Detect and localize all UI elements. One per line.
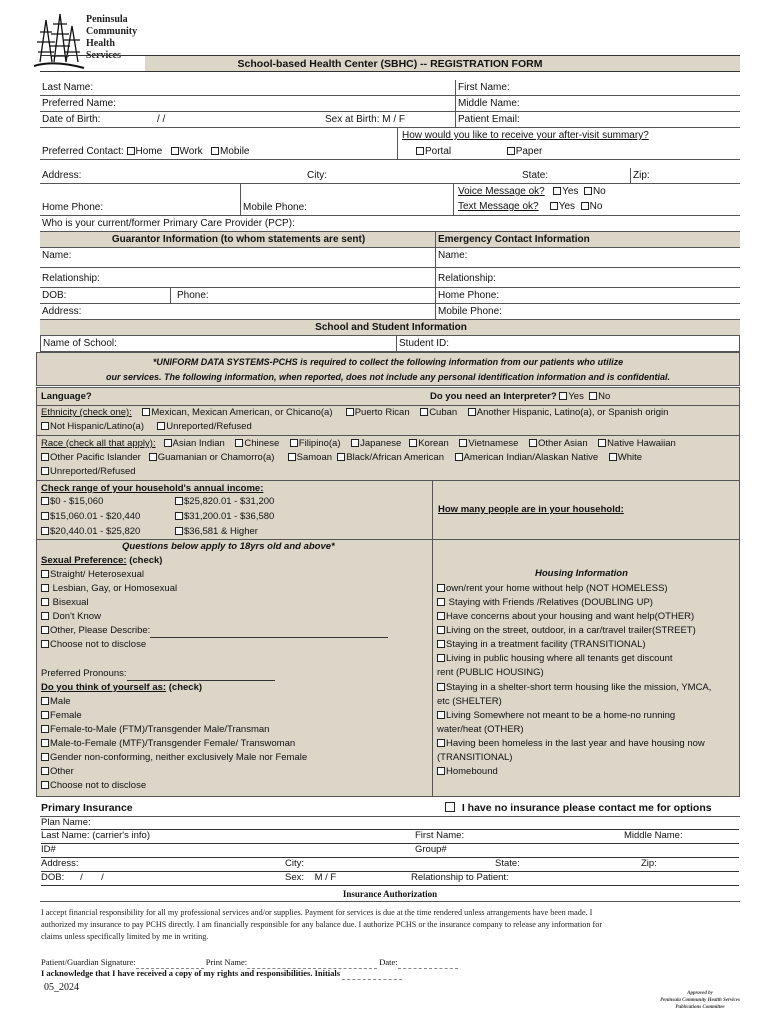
housing-checkbox[interactable]: [437, 584, 445, 592]
signature-field[interactable]: Patient/Guardian Signature:: [41, 957, 136, 967]
home-phone-field[interactable]: Home Phone:: [42, 202, 104, 213]
housing-checkbox[interactable]: [437, 739, 445, 747]
identity-option: Male: [41, 695, 71, 709]
school-row: [40, 336, 740, 352]
message-ok: Voice Message ok? Yes No Text Message ok? Yes No: [453, 184, 740, 215]
adult-questions-header: Questions below apply to 18yrs old and above*: [122, 541, 335, 552]
form-title-bar: [40, 55, 740, 72]
language-label[interactable]: Language?: [41, 391, 92, 402]
insurance-zip-field[interactable]: Zip:: [641, 858, 657, 869]
pref-option: Lesbian, Gay, or Homosexual: [41, 582, 177, 596]
initials-field[interactable]: [342, 979, 402, 980]
race-checkbox[interactable]: [337, 453, 345, 461]
patient-section: [40, 80, 740, 340]
dob-field[interactable]: / /: [157, 114, 166, 125]
pref-checkbox[interactable]: [41, 584, 49, 592]
insurance-city-field[interactable]: City:: [285, 858, 304, 869]
uds-notice: [36, 352, 740, 386]
pronouns-field[interactable]: Preferred Pronouns:: [41, 667, 275, 681]
insurance-header-row: [40, 799, 740, 817]
race-checkbox[interactable]: [41, 453, 49, 461]
income-checkbox[interactable]: [175, 512, 183, 520]
print-name-field[interactable]: Print Name:: [205, 957, 248, 967]
identity-option: Other: [41, 765, 74, 779]
guarantor-header: Guarantor Information (to whom statements are sent): [40, 232, 435, 247]
race-checkbox[interactable]: [164, 439, 172, 447]
race-checkbox[interactable]: [598, 439, 606, 447]
after-visit-cell: How would you like to receive your after-visit summary? Portal Paper: [397, 128, 740, 159]
auth-paragraph-3: claims unless specifically limited by me in writing.: [41, 932, 209, 941]
pcp-field[interactable]: Who is your current/former Primary Care Provider (PCP):: [42, 218, 295, 229]
preferred-name-field[interactable]: Preferred Name:: [42, 98, 116, 109]
voice-no-checkbox[interactable]: [584, 187, 592, 195]
pref-option: Choose not to disclose: [41, 638, 146, 652]
identity-option: Gender non-conforming, neither exclusively Male nor Female: [41, 751, 307, 765]
auth-header: Insurance Authorization: [342, 889, 438, 899]
ethnicity-checkbox[interactable]: [157, 422, 165, 430]
income-checkbox[interactable]: [175, 527, 183, 535]
address-field[interactable]: Address:: [42, 170, 82, 181]
housing-checkbox[interactable]: [437, 626, 445, 634]
race-checkbox[interactable]: [455, 453, 463, 461]
identity-checkbox[interactable]: [41, 739, 49, 747]
interpreter-yes-checkbox[interactable]: [559, 392, 567, 400]
household-size-field[interactable]: How many people are in your household:: [438, 504, 624, 515]
race-row-2: Other Pacific Islander Guamanian or Chamorro(a) Samoan Black/African American American Indian/Alaskan Native White: [41, 451, 642, 465]
housing-header: Housing Information: [535, 568, 628, 579]
insurance-address-field[interactable]: Address:: [41, 858, 79, 869]
housing-checkbox[interactable]: [437, 598, 445, 606]
guarantor-address-field[interactable]: Address:: [42, 306, 82, 317]
housing-option: Living in public housing where all tenants get discount: [437, 652, 673, 666]
uds-line-1: *UNIFORM DATA SYSTEMS-PCHS is required to collect the following information from our patients who utilize: [152, 357, 624, 367]
last-name-field[interactable]: Last Name:: [42, 82, 94, 93]
housing-option: Homebound: [437, 765, 498, 779]
guarantor-name-field[interactable]: Name:: [42, 250, 72, 261]
race-checkbox[interactable]: [149, 453, 157, 461]
preferred-contact: Preferred Contact: Home Work Mobile: [42, 146, 250, 157]
identity-checkbox[interactable]: [41, 781, 49, 789]
voice-yes-checkbox[interactable]: [553, 187, 561, 195]
pref-checkbox[interactable]: [41, 598, 49, 606]
portal-checkbox[interactable]: [416, 147, 424, 155]
approval-stamp: Approved by Peninsula Community Health Services Publications Committee: [660, 991, 740, 1010]
org-line-2: Community: [86, 26, 138, 37]
pref-checkbox[interactable]: [41, 626, 49, 634]
primary-insurance-header: Primary Insurance: [41, 802, 133, 814]
identity-option: Choose not to disclose: [41, 779, 146, 793]
race-row-1: Race (check all that apply): Asian Indian Chinese Filipino(a) Japanese Korean Vietnamese Other Asian Native Hawaiian: [41, 438, 676, 449]
paper-checkbox[interactable]: [507, 147, 515, 155]
zip-field[interactable]: Zip:: [630, 168, 740, 183]
work-checkbox[interactable]: [171, 147, 179, 155]
state-field[interactable]: State:: [522, 170, 549, 181]
acknowledge-row: [41, 966, 402, 980]
city-field[interactable]: City:: [307, 170, 327, 181]
pref-option: Straight/ Heterosexual: [41, 568, 144, 582]
emergency-mobile-phone-field[interactable]: Mobile Phone:: [435, 304, 740, 319]
identity-checkbox[interactable]: [41, 767, 49, 775]
ethnicity-checkbox[interactable]: [41, 422, 49, 430]
race-checkbox[interactable]: [288, 453, 296, 461]
housing-option: Living Somewhere not meant to be a home-no running: [437, 709, 675, 723]
income-option: $31,200.01 - $36,580: [175, 510, 274, 524]
auth-paragraph-2: authorized my insurance to pay PCHS directly. I am financially responsible for any balance due. I authorize PCHS or the insurance company to release any information for: [41, 920, 603, 929]
race-checkbox[interactable]: [235, 439, 243, 447]
race-checkbox[interactable]: [290, 439, 298, 447]
race-checkbox[interactable]: [529, 439, 537, 447]
relationship-to-patient-field[interactable]: Relationship to Patient:: [411, 872, 509, 883]
identity-option: Male-to-Female (MTF)/Transgender Female/ Transwoman: [41, 737, 295, 751]
no-insurance-checkbox[interactable]: [445, 802, 455, 812]
housing-option-cont: water/heat (OTHER): [437, 724, 524, 735]
sex-at-birth-field[interactable]: Sex at Birth: M / F: [325, 114, 406, 125]
housing-option-cont: rent (PUBLIC HOUSING): [437, 667, 544, 678]
school-name-field[interactable]: Name of School:: [43, 338, 117, 349]
identity-checkbox[interactable]: [41, 697, 49, 705]
income-option: $20,440.01 - $25,820: [41, 525, 140, 539]
insurance-sex-field[interactable]: Sex: M / F: [285, 872, 337, 883]
plan-name-field[interactable]: Plan Name:: [41, 817, 739, 830]
housing-option-cont: (TRANSITIONAL): [437, 752, 513, 763]
carrier-first-name-field[interactable]: First Name:: [415, 830, 465, 841]
identity-checkbox[interactable]: [41, 725, 49, 733]
emergency-home-phone-field[interactable]: Home Phone:: [435, 288, 740, 303]
form-title: School-based Health Center (SBHC) -- REGISTRATION FORM: [237, 58, 543, 70]
emergency-header: Emergency Contact Information: [435, 232, 740, 247]
id-row: [41, 845, 739, 858]
org-line-1: Peninsula: [86, 14, 128, 25]
race-checkbox[interactable]: [409, 439, 417, 447]
identity-option: Female: [41, 709, 82, 723]
guarantor-relationship-field[interactable]: Relationship:: [42, 273, 100, 284]
interpreter-question: Do you need an Interpreter? Yes No: [430, 391, 611, 402]
guarantor-phone-field[interactable]: Phone:: [170, 288, 435, 303]
uds-line-2: our services. The following information, when reported, does not include any personal identification information and is confidential.: [105, 372, 671, 382]
income-label: Check range of your household's annual income:: [41, 483, 264, 494]
housing-option: Staying in a shelter-short term housing like the mission, YMCA,: [437, 681, 711, 695]
housing-checkbox[interactable]: [437, 711, 445, 719]
income-checkbox[interactable]: [41, 527, 49, 535]
mobile-phone-field[interactable]: Mobile Phone:: [240, 184, 453, 215]
race-checkbox[interactable]: [459, 439, 467, 447]
housing-checkbox[interactable]: [437, 640, 445, 648]
acknowledge-text: I acknowledge that I have received a copy of my rights and responsibilities. Initials: [41, 968, 341, 978]
form-version: 05_2024: [44, 982, 79, 993]
pref-option: Bisexual: [41, 596, 89, 610]
insurance-state-field[interactable]: State:: [495, 858, 520, 869]
housing-option: Have concerns about your housing and want help(OTHER): [437, 610, 694, 624]
pref-checkbox[interactable]: [41, 570, 49, 578]
first-name-field[interactable]: First Name:: [455, 80, 740, 95]
ethnicity-checkbox[interactable]: [468, 408, 476, 416]
identity-checkbox[interactable]: [41, 753, 49, 761]
income-option: $15,060.01 - $20,440: [41, 510, 140, 524]
ethnicity-row-1: Ethnicity (check one): Mexican, Mexican American, or Chicano(a) Puerto Rican Cuban Another Hispanic, Latino(a), or Spanish origin: [41, 407, 669, 418]
race-checkbox[interactable]: [41, 467, 49, 475]
emergency-relationship-field[interactable]: Relationship:: [435, 268, 740, 287]
housing-option-cont: etc (SHELTER): [437, 696, 502, 707]
income-option: $0 - $15,060: [41, 495, 103, 509]
org-line-3: Health: [86, 38, 115, 49]
insurance-dob-field[interactable]: DOB: / /: [41, 872, 104, 883]
insurance-address-row: [41, 859, 739, 872]
income-option: $36,581 & Higher: [175, 525, 258, 539]
sexual-preference-label: Sexual Preference: (check): [41, 555, 163, 566]
income-checkbox[interactable]: [41, 497, 49, 505]
no-insurance-option: I have no insurance please contact me for options: [445, 801, 712, 815]
pref-checkbox[interactable]: [41, 612, 49, 620]
housing-option: own/rent your home without help (NOT HOMELESS): [437, 582, 668, 596]
interpreter-no-checkbox[interactable]: [589, 392, 597, 400]
group-number-field[interactable]: Group#: [415, 844, 447, 855]
mobile-checkbox[interactable]: [211, 147, 219, 155]
ethnicity-checkbox[interactable]: [420, 408, 428, 416]
ethnicity-checkbox[interactable]: [346, 408, 354, 416]
pref-option: Don't Know: [41, 610, 101, 624]
housing-checkbox[interactable]: [437, 654, 445, 662]
emergency-name-field[interactable]: Name:: [435, 248, 740, 267]
auth-text: [41, 907, 741, 943]
carrier-middle-name-field[interactable]: Middle Name:: [624, 830, 683, 841]
carrier-name-row: [41, 831, 739, 844]
race-checkbox[interactable]: [351, 439, 359, 447]
school-header: School and Student Information: [40, 320, 740, 335]
housing-option: Having been homeless in the last year and have housing now: [437, 737, 705, 751]
housing-option: Staying with Friends /Relatives (DOUBLING UP): [437, 596, 653, 610]
patient-email-field[interactable]: Patient Email:: [455, 112, 740, 127]
text-yes-checkbox[interactable]: [550, 202, 558, 210]
middle-name-field[interactable]: Middle Name:: [455, 96, 740, 111]
pref-checkbox[interactable]: [41, 640, 49, 648]
auth-header-row: [40, 888, 740, 902]
auth-paragraph-1: I accept financial responsibility for all my professional services and/or supplies. Payment for services is due at the time rendered unless arrangements have been made. I: [41, 908, 593, 917]
dob-label: Date of Birth:: [42, 114, 101, 125]
income-checkbox[interactable]: [175, 497, 183, 505]
race-row-3: Unreported/Refused: [41, 465, 136, 479]
guarantor-dob-field[interactable]: DOB:: [42, 290, 67, 301]
ethnicity-checkbox[interactable]: [142, 408, 150, 416]
student-id-field[interactable]: Student ID:: [396, 336, 739, 351]
date-field[interactable]: Date:: [379, 957, 398, 967]
insurance-dob-row: [41, 873, 739, 886]
text-no-checkbox[interactable]: [581, 202, 589, 210]
ethnicity-row-2: Not Hispanic/Latino(a) Unreported/Refused: [41, 420, 252, 434]
income-checkbox[interactable]: [41, 512, 49, 520]
identity-option: Female-to-Male (FTM)/Transgender Male/Transman: [41, 723, 269, 737]
carrier-last-name-field[interactable]: Last Name: (carrier's info): [41, 830, 150, 841]
housing-checkbox[interactable]: [437, 612, 445, 620]
identity-checkbox[interactable]: [41, 711, 49, 719]
home-checkbox[interactable]: [127, 147, 135, 155]
org-line-4: Services: [86, 50, 121, 61]
housing-option: Living on the street, outdoor, in a car/travel trailer(STREET): [437, 624, 696, 638]
housing-option: Staying in a treatment facility (TRANSITIONAL): [437, 638, 646, 652]
insurance-id-field[interactable]: ID#: [41, 844, 56, 855]
race-checkbox[interactable]: [609, 453, 617, 461]
identity-label: Do you think of yourself as: (check): [41, 682, 203, 693]
after-visit-question: How would you like to receive your after-visit summary?: [402, 130, 649, 141]
housing-checkbox[interactable]: [437, 683, 445, 691]
housing-checkbox[interactable]: [437, 767, 445, 775]
pref-option: Other, Please Describe:: [41, 624, 388, 638]
income-option: $25,820.01 - $31,200: [175, 495, 274, 509]
